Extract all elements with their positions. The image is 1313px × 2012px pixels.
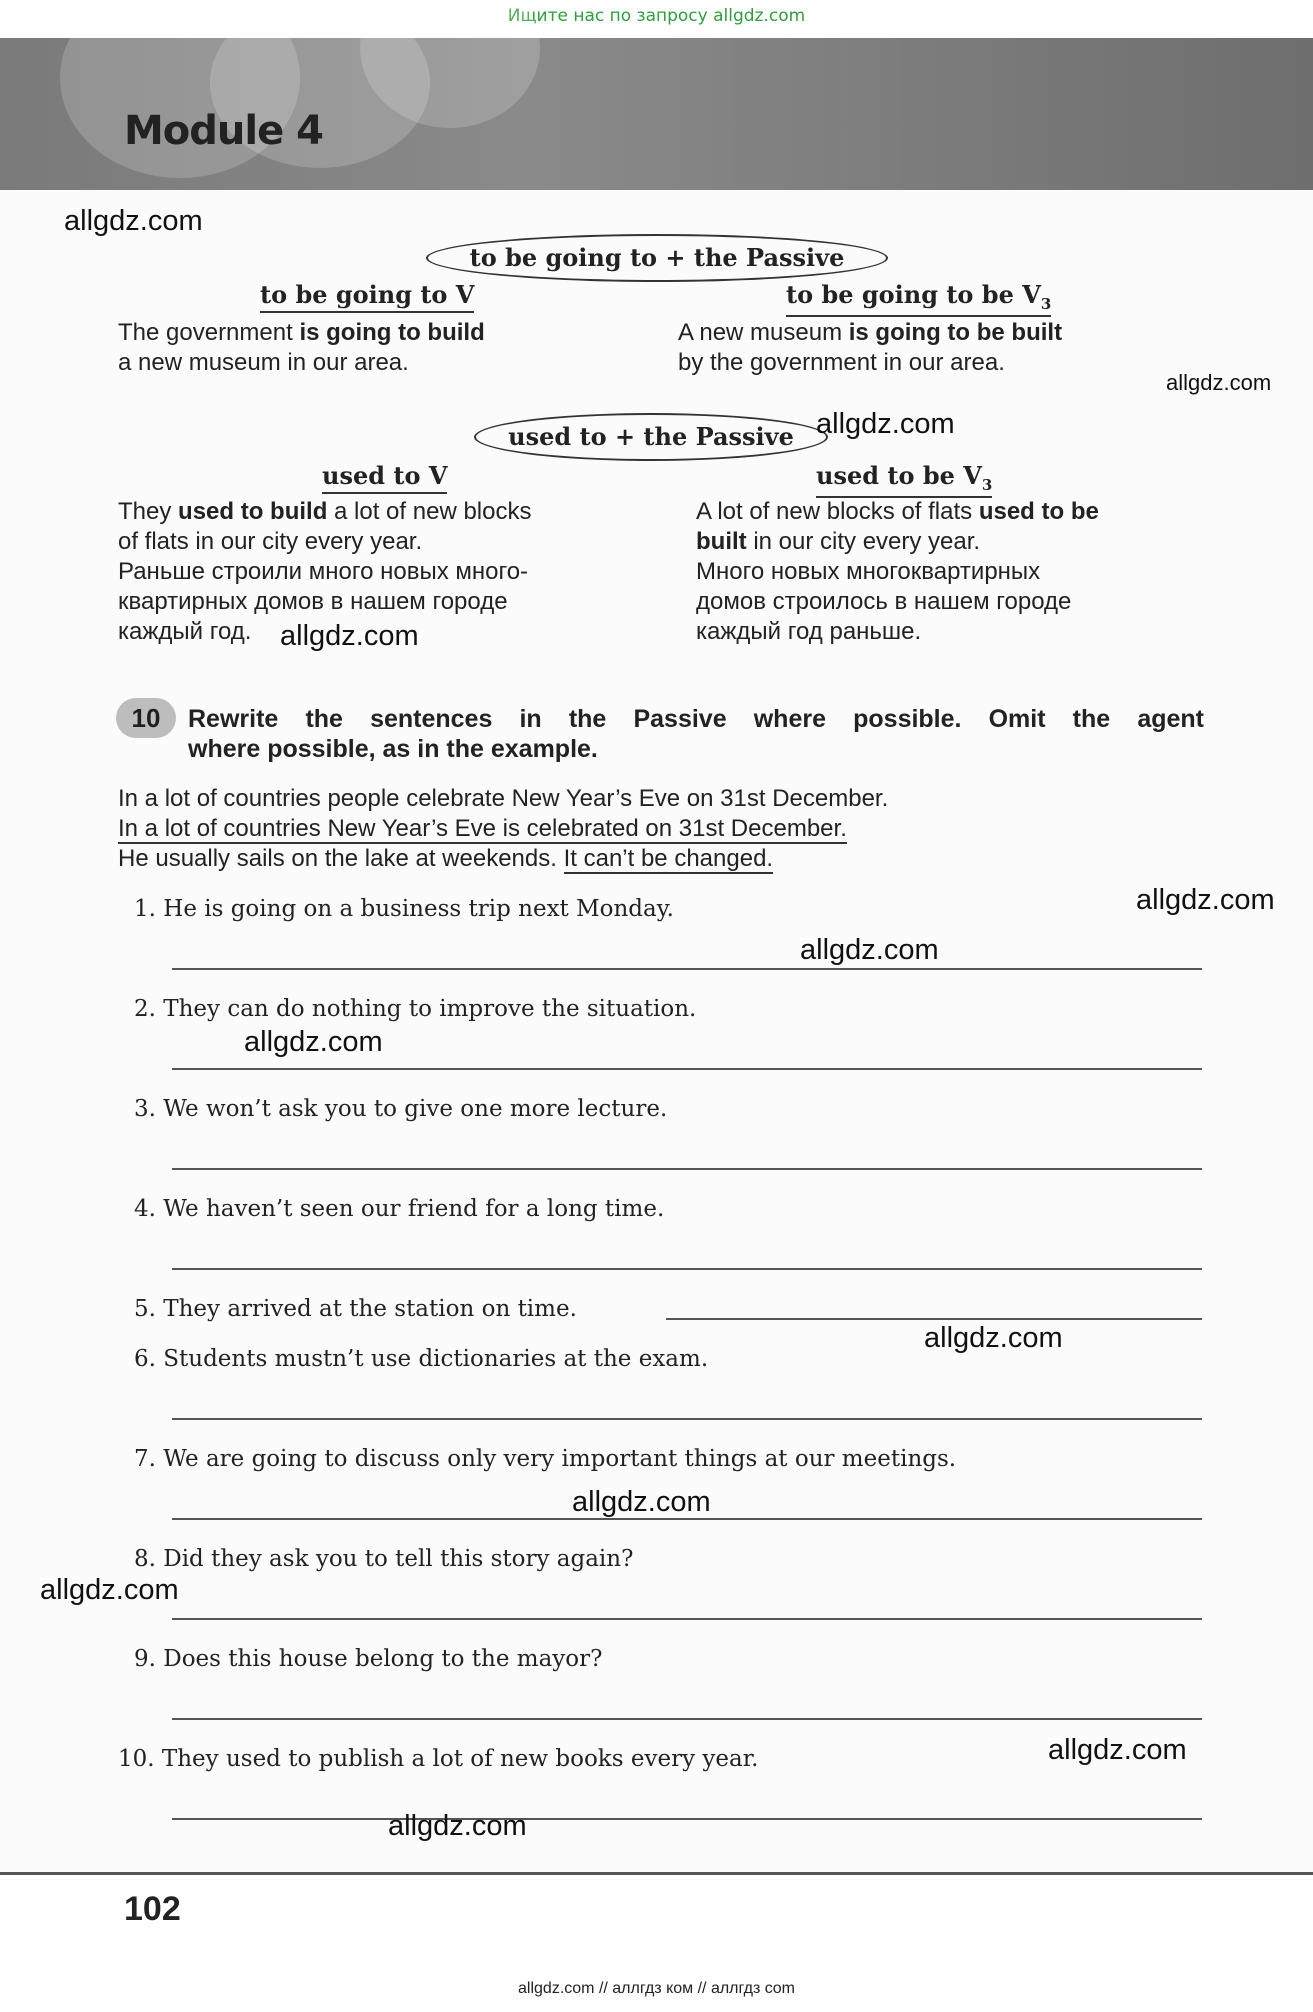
page-number: 102: [124, 1890, 181, 1928]
grammar2-right-line5: каждый год раньше.: [696, 618, 922, 645]
top-banner[interactable]: Ищите нас по запросу allgdz.com: [507, 6, 806, 26]
exercise-item-4: 4. We haven’t seen our friend for a long time.: [134, 1196, 665, 1222]
grammar2-right-line2-bold: built: [696, 528, 747, 555]
grammar2-left-line1-c: a lot of new blocks: [327, 498, 532, 525]
grammar1-right-heading-sub: 3: [1040, 294, 1052, 313]
footer-divider: [0, 1872, 1313, 1875]
grammar-title-used-to: used to + the Passive: [474, 413, 828, 461]
exercise-item-2: 2. They can do nothing to improve the situation.: [134, 996, 697, 1022]
answer-line-9[interactable]: [172, 1718, 1202, 1720]
answer-line-6[interactable]: [172, 1418, 1202, 1420]
watermark: allgdz.com: [1166, 370, 1272, 395]
grammar1-left-line1-bold: is going to build: [299, 319, 485, 346]
exercise-item-7: 7. We are going to discuss only very important things at our meetings.: [134, 1446, 957, 1472]
grammar2-left-line2: of flats in our city every year.: [118, 528, 423, 555]
grammar2-left-line4: квартирных домов в нашем городе: [118, 588, 508, 615]
exercise-instruction-line1: Rewrite the sentences in the Passive where possible. Omit the agent: [188, 705, 1204, 733]
grammar1-right-heading: [786, 280, 1051, 317]
example-line2: [118, 814, 1218, 844]
grammar2-right-line2-text: in our city every year.: [746, 528, 981, 555]
example-line3-a: He usually sails on the lake at weekends.: [118, 845, 564, 872]
exercise-item-1: 1. He is going on a business trip next Monday.: [134, 896, 674, 922]
answer-line-2[interactable]: [172, 1068, 1202, 1070]
grammar2-left-line5: каждый год.: [118, 618, 252, 645]
watermark: allgdz.com: [800, 934, 939, 966]
grammar1-right-line1-bold: is going to be built: [848, 319, 1063, 346]
grammar1-right-line1: [678, 318, 1238, 348]
grammar2-left-line1-a: They: [118, 498, 179, 525]
grammar2-left-line3: Раньше строили много новых много-: [118, 558, 529, 585]
grammar2-right-heading: [816, 461, 992, 498]
module-title: Module 4: [124, 108, 323, 154]
exercise-item-8: 8. Did they ask you to tell this story again?: [134, 1546, 634, 1572]
exercise-item-3: 3. We won’t ask you to give one more lecture.: [134, 1096, 668, 1122]
watermark: allgdz.com: [388, 1810, 527, 1842]
answer-line-5[interactable]: [666, 1318, 1202, 1320]
example-line2-text: In a lot of countries New Year’s Eve is celebrated on 31st December.: [118, 815, 847, 842]
grammar2-right-heading-text: used to be V: [816, 461, 982, 490]
watermark: allgdz.com: [280, 620, 419, 652]
grammar2-right-example: [696, 497, 1216, 647]
grammar2-right-line2: [696, 527, 1216, 557]
grammar2-right-line3: Много новых многоквартирных: [696, 558, 1041, 585]
grammar2-left-line1-bold: used to build: [178, 498, 328, 525]
grammar2-right-line1-a: A lot of new blocks of flats: [696, 498, 979, 525]
exercise-example: [118, 784, 1218, 874]
grammar1-left-line1-text: The government: [118, 319, 300, 346]
grammar1-left-heading: to be going to V: [260, 280, 474, 313]
grammar2-right-line1-bold: used to be: [978, 498, 1099, 525]
grammar1-right-heading-text: to be going to be V: [786, 280, 1041, 309]
grammar2-left-heading: used to V: [322, 461, 447, 494]
watermark: allgdz.com: [924, 1322, 1063, 1354]
exercise-instruction: [188, 704, 1204, 764]
answer-line-8[interactable]: [172, 1618, 1202, 1620]
grammar1-right-line1-text: A new museum: [678, 319, 849, 346]
exercise-item-6: 6. Students mustn’t use dictionaries at the exam.: [134, 1346, 709, 1372]
watermark: allgdz.com: [40, 1574, 179, 1606]
example-line3: [118, 844, 1218, 874]
answer-line-3[interactable]: [172, 1168, 1202, 1170]
grammar2-right-line1: [696, 497, 1216, 527]
grammar1-left-example: [118, 318, 638, 378]
exercise-item-9: 9. Does this house belong to the mayor?: [134, 1646, 603, 1672]
grammar1-right-line2: by the government in our area.: [678, 349, 1005, 376]
grammar2-left-line1: [118, 497, 638, 527]
watermark: allgdz.com: [1048, 1734, 1187, 1766]
watermark: allgdz.com: [244, 1026, 383, 1058]
grammar1-left-line2: a new museum in our area.: [118, 349, 409, 376]
answer-line-10[interactable]: [172, 1818, 1202, 1820]
watermark: allgdz.com: [572, 1486, 711, 1518]
example-line1: In a lot of countries people celebrate New Year’s Eve on 31st December.: [118, 785, 889, 812]
grammar1-left-line1: [118, 318, 638, 348]
watermark: allgdz.com: [1136, 884, 1275, 916]
grammar2-right-heading-sub: 3: [981, 475, 993, 494]
watermark: allgdz.com: [64, 205, 203, 237]
watermark: allgdz.com: [816, 408, 955, 440]
grammar-title-going-to: to be going to + the Passive: [426, 234, 888, 282]
exercise-item-5: 5. They arrived at the station on time.: [134, 1296, 577, 1322]
grammar2-right-line4: домов строилось в нашем городе: [696, 588, 1072, 615]
answer-line-1[interactable]: [172, 968, 1202, 970]
exercise-number-badge: 10: [116, 698, 176, 738]
exercise-item-10: 10. They used to publish a lot of new books every year.: [118, 1746, 759, 1772]
grammar1-right-example: [678, 318, 1238, 378]
example-line3-b: It can’t be changed.: [563, 845, 774, 872]
exercise-instruction-line2: where possible, as in the example.: [188, 735, 598, 763]
bottom-banner[interactable]: allgdz.com // аллгдз ком // аллгдз com: [518, 1980, 795, 1997]
answer-line-4[interactable]: [172, 1268, 1202, 1270]
